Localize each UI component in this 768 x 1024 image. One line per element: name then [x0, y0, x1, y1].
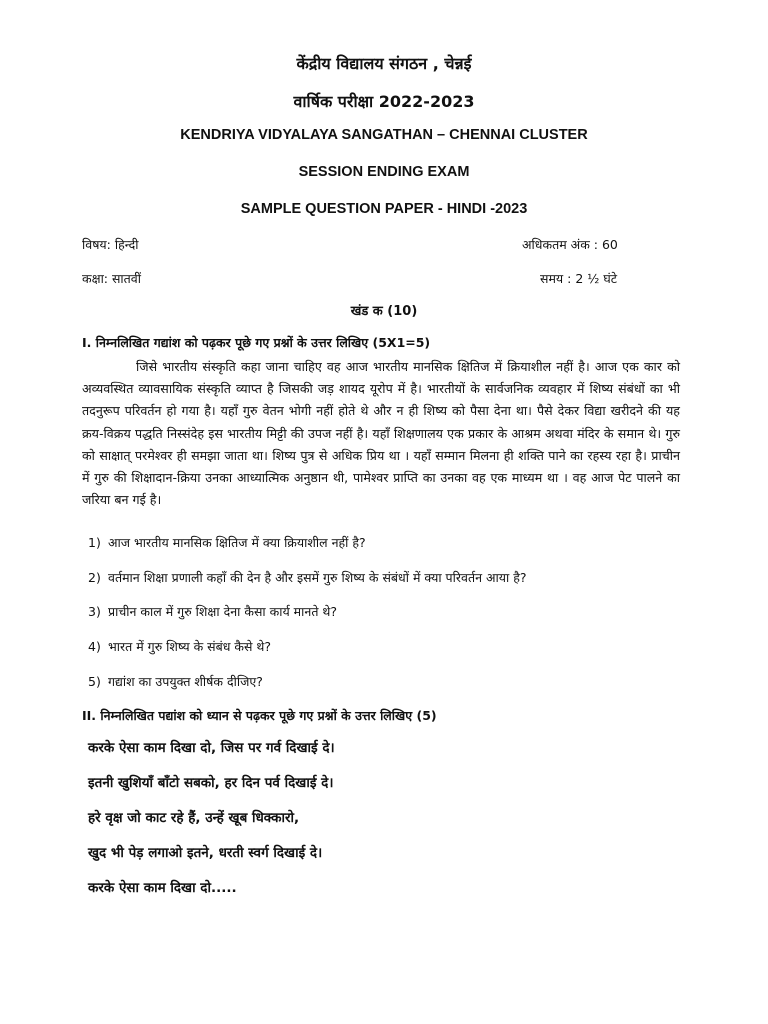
- poem-line: करके ऐसा काम दिखा दो, जिस पर गर्व दिखाई दे।: [88, 740, 335, 756]
- question-item: [88, 673, 263, 690]
- english-paper-title: SAMPLE QUESTION PAPER - HINDI -2023: [240, 201, 528, 217]
- question-number: 4): [88, 639, 101, 654]
- prose-passage: जिसे भारतीय संस्कृति कहा जाना चाहिए वह आज भारतीय मानसिक क्षितिज में क्रियाशील नहीं है। आज एक कार को अव्यवस्थित व्यावसायिक संस्कृति व्याप्त है जिसकी जड़ शायद यूरोप में है। भारतीयों के सार्वजनिक व्यवहार में शिष्य संबंधों का भी तदनुरूप परिवर्तन हो गया है। यहाँ गुरु वेतन भोगी नहीं होते थे और न ही शिष्य को पैसा देना था। पैसे देकर विद्या खरीदने की यह क्रय-विक्रय पद्धति निस्संदेह इस भारतीय मिट्टी की उपज नहीं है। यहाँ शिक्षणालय एक प्रकार के आश्रम अथवा मंदिर के समान थे। गुरु को साक्षात् परमेश्वर ही समझा जाता था। शिष्य पुत्र से अधिक प्रिय था । यहाँ सम्मान मिलना ही शक्ति पाने का रहस्य रहा है। प्राचीन में गुरु की शिक्षादान-क्रिया उनका आध्यात्मिक अनुष्ठान थी, पामेश्वर प्राप्ति का उनका वह एक माध्यम था । वह आज पेट पालने का जरिया बन गई है।: [82, 359, 680, 508]
- question-text: आज भारतीय मानसिक क्षितिज में क्या क्रियाशील नहीं है?: [108, 535, 366, 550]
- question-1-heading: I. निम्नलिखित गद्यांश को पढ़कर पूछे गए प्रश्नों के उत्तर लिखिए (5X1=5): [82, 335, 431, 350]
- section-a-title: खंड क (10): [350, 304, 418, 319]
- english-exam-title: SESSION ENDING EXAM: [298, 164, 470, 180]
- question-item: [88, 603, 337, 620]
- question-text: प्राचीन काल में गुरु शिक्षा देना कैसा कार्य मानते थे?: [108, 604, 338, 619]
- question-2-heading: II. निम्नलिखित पद्यांश को ध्यान से पढ़कर पूछे गए प्रश्नों के उत्तर लिखिए (5): [82, 708, 437, 723]
- poem-line: हरे वृक्ष जो काट रहे हैं, उन्हें खूब धिक्कारो,: [88, 810, 300, 826]
- class-label: कक्षा: सातवीं: [82, 271, 141, 286]
- question-item: [88, 534, 366, 551]
- hindi-exam-title: वार्षिक परीक्षा 2022-2023: [293, 92, 475, 111]
- subject-label: विषय: हिन्दी: [82, 237, 139, 252]
- question-number: 1): [88, 535, 101, 550]
- english-organization-title: KENDRIYA VIDYALAYA SANGATHAN – CHENNAI CLUSTER: [180, 127, 588, 143]
- poem-line: खुद भी पेड़ लगाओ इतने, धरती स्वर्ग दिखाई दे।: [88, 845, 323, 861]
- max-marks-label: अधिकतम अंक : 60: [522, 237, 618, 252]
- question-item: [88, 569, 527, 586]
- question-text: भारत में गुरु शिष्य के संबंध कैसे थे?: [108, 639, 272, 654]
- question-text: वर्तमान शिक्षा प्रणाली कहाँ की देन है और इसमें गुरु शिष्य के संबंधों में क्या परिवर्तन आया है?: [108, 570, 527, 585]
- question-number: 2): [88, 570, 101, 585]
- time-label: समय : 2 ½ घंटे: [540, 271, 618, 286]
- question-number: 3): [88, 604, 101, 619]
- question-number: 5): [88, 674, 101, 689]
- question-text: गद्यांश का उपयुक्त शीर्षक दीजिए?: [108, 674, 263, 689]
- hindi-organization-title: केंद्रीय विद्यालय संगठन , चेन्नई: [296, 54, 472, 73]
- question-item: [88, 638, 271, 655]
- poem-line: इतनी खुशियाँ बाँटो सबको, हर दिन पर्व दिखाई दे।: [88, 775, 334, 791]
- poem-line: करके ऐसा काम दिखा दो.....: [88, 880, 237, 896]
